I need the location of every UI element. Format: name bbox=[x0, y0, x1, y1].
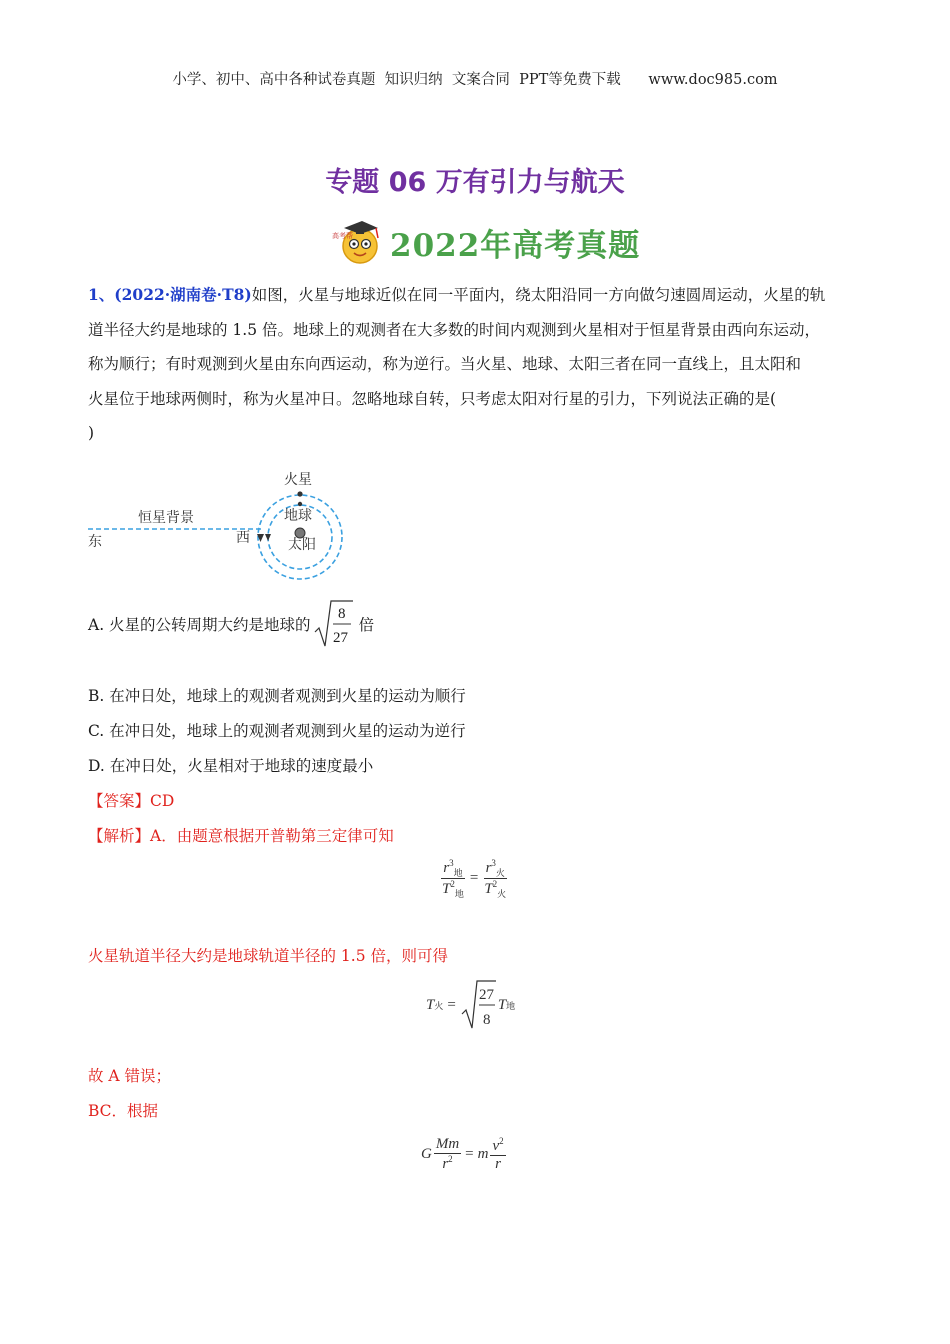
option-a-suffix: 倍 bbox=[358, 616, 375, 634]
option-a-den: 27 bbox=[332, 630, 348, 646]
eq2-sub-mars: 火 bbox=[434, 1000, 444, 1011]
option-a bbox=[88, 598, 374, 650]
page-title: 专题 06 万有引力与航天 bbox=[325, 167, 625, 198]
analysis-label: 【解析】A．由题意根据开普勒第三定律可知 bbox=[88, 827, 394, 845]
section-banner bbox=[330, 218, 640, 266]
label-east: 东 bbox=[88, 534, 102, 550]
eq2-sqrt-num: 27 bbox=[478, 987, 494, 1003]
eq1-sub-earth-top: 地 bbox=[453, 868, 463, 878]
question-source: (2022·湖南卷·T8) bbox=[114, 285, 252, 304]
equation-gravity: G $\frac{Mm}{r^2}$ = m $\frac{v^2}{r}$ bbox=[421, 1136, 504, 1173]
eq2-sub-earth: 地 bbox=[506, 1000, 516, 1011]
question-line-3: 称为顺行；有时观测到火星由东向西运动，称为逆行。当火星、地球、太阳三者在同一直线上，且太阳和 bbox=[88, 355, 802, 373]
eq1-sub-mars-bottom: 火 bbox=[497, 889, 507, 900]
option-b: B. 在冲日处，地球上的观测者观测到火星的运动为顺行 bbox=[88, 687, 466, 705]
label-mars: 火星 bbox=[284, 472, 312, 488]
eq2-sqrt-den: 8 bbox=[482, 1012, 491, 1028]
question-line-4: 火星位于地球两侧时，称为火星冲日。忽略地球自转，只考虑太阳对行星的引力，下列说法正确的是( bbox=[88, 389, 777, 408]
earth-dot bbox=[298, 502, 302, 506]
option-d: D. 在冲日处，火星相对于地球的速度最小 bbox=[88, 757, 374, 775]
analysis-line-3: 故 A 错误； bbox=[88, 1067, 172, 1085]
sqrt-8-27 bbox=[313, 598, 355, 650]
question-1 bbox=[88, 278, 868, 451]
mars-dot bbox=[297, 491, 302, 496]
question-line-2: 道半径大约是地球的 1.5 倍。地球上的观测者在大多数的时间内观测到火星相对于恒星背景由西向东运动， bbox=[88, 320, 821, 339]
eq1-sub-mars-top: 火 bbox=[495, 868, 505, 878]
mascot-logo-icon bbox=[330, 218, 384, 266]
question-line-1: 如图，火星与地球近似在同一平面内，绕太阳沿同一方向做匀速圆周运动，火星的轨 bbox=[251, 286, 826, 304]
analysis-line-2: 火星轨道半径大约是地球轨道半径的 1.5 倍，则可得 bbox=[88, 947, 449, 965]
eq1-sub-earth-bottom: 地 bbox=[454, 889, 464, 900]
question-number: 1、 bbox=[88, 285, 115, 304]
answer-label: 【答案】CD bbox=[88, 792, 175, 810]
label-earth: 地球 bbox=[284, 508, 312, 524]
option-c: C. 在冲日处，地球上的观测者观测到火星的运动为逆行 bbox=[88, 722, 466, 740]
orbit-diagram bbox=[84, 462, 364, 582]
earth-orbit-arrow-icon bbox=[265, 534, 271, 541]
page-header: 小学、初中、高中各种试卷真题 知识归纳 文案合同 PPT等免费下载 www.doc985.com bbox=[172, 72, 778, 88]
equation-period: T 火 = 27 8 T 地 bbox=[426, 978, 515, 1032]
label-west: 西 bbox=[236, 530, 250, 546]
sqrt-27-8 bbox=[460, 978, 498, 1032]
question-line-5: ) bbox=[88, 424, 95, 442]
banner-title: 2022年高考真题 bbox=[390, 227, 641, 264]
label-sun: 太阳 bbox=[288, 537, 316, 553]
label-star-background: 恒星背景 bbox=[138, 510, 194, 526]
equation-kepler: $\frac{r^3_地}{T^2_地}$ = $\frac{r^3_火}{T^2_火}$ bbox=[442, 858, 507, 900]
mascot-logo-text: 高考帮 bbox=[332, 232, 353, 240]
analysis-line-4: BC．根据 bbox=[88, 1102, 159, 1120]
option-a-prefix: A. 火星的公转周期大约是地球的 bbox=[88, 616, 311, 634]
option-a-num: 8 bbox=[337, 606, 346, 622]
